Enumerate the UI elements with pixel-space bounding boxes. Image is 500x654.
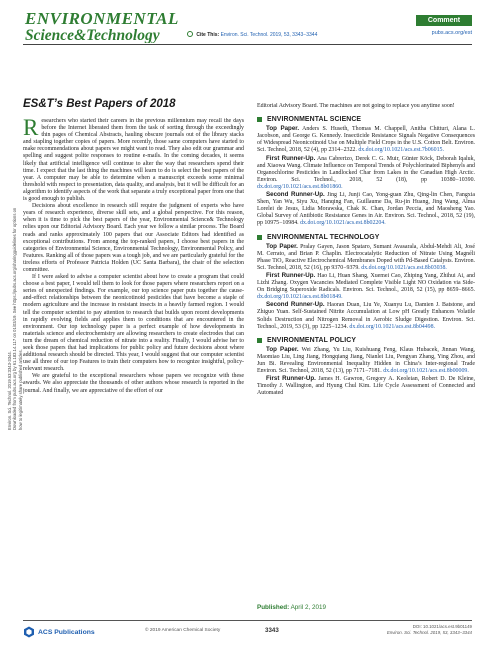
drop-cap: R (23, 118, 39, 140)
award-label: Second Runner-Up. (266, 191, 325, 199)
journal-logo-graphic (23, 9, 203, 43)
section-heading-technology (257, 234, 475, 241)
left-column (23, 118, 244, 613)
footer-journal-ref: Environ. Sci. Technol. 2019, 53, 3343−3344 (386, 629, 472, 635)
award-label: Top Paper. (266, 345, 299, 353)
paragraph-1-text: esearchers who started their careers in the previous millennium may recall the days before the Internet liberated them from the task of sorting through the exceedingly thin pages of Chemical Abstracts, hauling obscure journals out of the library stacks and stapling together copies of papers. More recently, those same computers have started to make recommendations about papers we might want to read. They also edit our grammar and spelling and suggest polite responses to routine e-mails. In the coming decades, it seems likely that artificial intelligence will continue to alter the way that researchers spend their time. I expect that the last thing the machines will learn to do is select the best papers of the year. A computer may be able to determine when a manuscript exceeds some minimal threshold with respect to presentation, data quality, and analysis, but it will be difficult for an algorithm to identify aspects of the work that separate a truly exceptional paper from one that is good enough to publish. (23, 118, 244, 203)
section-heading-policy (257, 337, 475, 344)
award-entry (257, 375, 475, 397)
award-citation: Hao Li, Huan Shang, Xuemei Cao, Zhiping Yang, Zhihui Ai, and Lizhi Zhang. Oxygen Vacancies Mediated Complete Visible Light NO Oxidation via Side-On Bridging Superoxide Radicals. Environ. Sci. Technol., 2018, 52 (15), pp 8659−8665. (257, 272, 475, 294)
footer-doi (387, 624, 472, 635)
download-note: Downloaded from pubs.acs.org by 61.183.14.117 on 01/03/19. See https://pubs.acs.org/sharingguidelines for options on how to legitimately share published articles. (12, 207, 23, 430)
award-entry (257, 272, 475, 301)
paragraph-3: If I were asked to advise a computer scientist about how to create a program that could choose a best paper, I would tell them to look for those papers where researchers report on a series of unexpected findings. For example, our top science paper puts together the cause-and-effect relationships between the neonicotinoid pesticides that have become a staple of modern agriculture and the increase in resistant insects in a heavily farmed region. I would tell the computer scientist to pay attention to research that builds upon recent developments in rapidly evolving fields and applies them to conditions that are encountered in the environment. Our top technology paper is a perfect example of how developments in materials science and electrochemistry are allowing researchers to create electrodes that can turn the dream of chemical reduction of nitrate into a reality. Finally, I would advise her to seek those papers that had implications for public policy and future decisions about where additional research should be directed. This year, I would suggest that our computer scientist use all three of our top Features to train their computers how to recognize insightful, policy-relevant research. (23, 274, 244, 373)
page-number: 3343 (265, 627, 279, 634)
paragraph-2: Decisions about excellence in research still require the judgment of experts who have years of research experience, diverse skill sets, and a global perspective. For this reason, when it is time to pick the best papers of the year, Environmental Science& Technology relies upon our Editorial Advisory Board. Each year we follow a similar process. The Board reads and ranks approximately 100 papers that our Associate Editors had identified as exceptional contributions. From among the top-ranked papers, I choose best papers in the categories of Environmental Science, Environmental Technology, Environmental Policy, and Features. Ranking all of those papers was a tough job, and we are particularly grateful for the tireless efforts of Professor Patricia Holden (UC Santa Barbara), the chair of the selection committee. (23, 203, 244, 273)
article-title: ES&T’s Best Papers of 2018 (23, 98, 176, 110)
award-citation: Ana Cabrerizo, Derek C. G. Muir, Günter Köck, Deborah Iqaluk, and Xiaowa Wang. Climate Influence on Temporal Trends of Polychlorinated Biphenyls and Organochlorine Pesticides in Landlocked Char from Lakes in the Canadian High Arctic. Environ. Sci. Technol., 2018, 52 (18), pp 10380−10390. (257, 155, 475, 183)
award-entry (257, 191, 475, 227)
journal-logo (23, 9, 203, 43)
award-citation: Wei Zhang, Yu Liu, Kuishuang Feng, Klaus Hubacek, Jinnan Wang, Maomiao Liu, Ling Jiang, Hongqiang Jiang, Nianlei Liu, Pengyan Zhang, Ying Zhou, and Jun Bi. Revealing Environmental Inequality Hidden in China’s Inter-regional Trade Environ. Sci. Technol, 2018, 52 (13), pp 7171−7181. (257, 346, 475, 375)
section-bullet-icon (257, 338, 262, 343)
award-label: Top Paper. (266, 242, 298, 250)
publisher-name: ACS Publications (38, 628, 95, 636)
journal-url-link[interactable]: pubs.acs.org/est (431, 30, 472, 36)
award-label: First Runner-Up. (266, 154, 316, 162)
award-entry (257, 125, 475, 154)
doi-link[interactable]: dx.doi.org/10.1021/acs.est.8b03038. (361, 264, 447, 271)
section-title: ENVIRONMENTAL TECHNOLOGY (267, 233, 380, 241)
doi-link[interactable]: dx.doi.org/10.1021/acs.est.8b01860. (257, 183, 343, 190)
side-ref: Environ. Sci. Technol. 2019.53:3343-3344. (7, 351, 12, 430)
award-citation: Pralay Gayen, Jason Spataro, Sumant Avasarala, Abdul-Mehdi Ali, José M. Cerrato, and Brian P. Chaplin. Electrocatalytic Reduction of Nitrate Using Magnéli Phase TiO₂ Reactive Electrochemical Membranes Doped with Pd-Based Catalysts. Environ. Sci. Technol, 2018, 52 (16), pp 9370−9379. (257, 243, 475, 271)
cite-this[interactable] (187, 31, 317, 38)
svg-text:ENVIRONMENTAL: ENVIRONMENTAL (25, 9, 179, 28)
award-entry (257, 346, 475, 375)
section-title: ENVIRONMENTAL SCIENCE (267, 116, 362, 124)
doi-link[interactable]: dx.doi.org/10.1021/acs.est.8b04498. (349, 323, 436, 330)
paragraph-4: We are grateful to the exceptional researchers whose papers we recognize with these awards. We also appreciate the thousands of other authors whose research is reported in the journal. And finally, we are appreciative of the effort of our (23, 373, 244, 394)
award-citation: Jing Li, Junji Cao, Yong-guan Zhu, Qing-lin Chen, Fangxia Shen, Yan Wu, Siyu Xu, Hanqing Fan, Guillaume Da, Ru-jin Huang, Jing Wang, Alma Lorelei de Jesus, Lidia Morawska, Chak K. Chan, Jordan Peccia, and Maosheng Yao. Global Survey of Antibiotic Resistance Genes in Air. Environ. Sci. Technol., 2018, 52 (19), pp 10975−10984. (257, 192, 475, 227)
award-label: First Runner-Up. (266, 271, 316, 279)
article-type-badge: Comment (416, 15, 472, 26)
footer-divider (23, 620, 472, 621)
doi-link[interactable]: dx.doi.org/10.1021/acs.est.8b00009. (383, 368, 469, 375)
section-bullet-icon (257, 117, 262, 122)
doi-link[interactable]: dx.doi.org/10.1021/acs.est.7b06015. (358, 147, 444, 154)
publisher-logo (23, 626, 95, 638)
award-entry (257, 155, 475, 191)
award-citation: Haoran Duan, Liu Ye, Xuanyu Lu, Damien J. Batstone, and Zhiguo Yuan. Self-Sustained Nitrite Accumulation at Low pH Greatly Enhances Volatile Solids Destruction and Nitrogen Removal in Aerobic Sludge Digestion. Environ. Sci. Technol., 2019, 53 (3), pp 1225−1234. (257, 302, 475, 330)
section-title: ENVIRONMENTAL POLICY (267, 336, 357, 344)
copyright-notice: © 2019 American Chemical Society (145, 628, 221, 633)
right-column (257, 103, 475, 571)
acs-hexagon-icon (23, 626, 35, 638)
download-sidebar-note (7, 200, 23, 430)
published-value: April 2, 2019 (290, 604, 326, 611)
award-label: First Runner-Up. (266, 375, 316, 383)
doi-link[interactable]: dx.doi.org/10.1021/acs.est.8b01849. (257, 294, 343, 301)
svg-text:Science&Technology: Science&Technology (25, 27, 160, 43)
published-label: Published: (257, 604, 290, 611)
award-label: Second Runner-Up. (266, 301, 325, 309)
section-heading-science (257, 116, 475, 123)
doi-link[interactable]: dx.doi.org/10.1021/acs.est.8b02204. (300, 220, 386, 227)
footer-doi-line[interactable]: DOI: 10.1021/acs.est.9b01149 (412, 624, 472, 629)
award-entry (257, 243, 475, 272)
award-citation: Anders S. Huseth, Thomas M. Chappell, Anitha Chitturi, Alana L. Jacobson, and George G. Kennedy. Insecticide Resistance Signals Negative Consequences of Widespread Neonicotinoid Use on Multiple Field Crops in the U.S. Cotton Belt. Environ. Sci. Technol, 2018, 52 (4), pp 2314−2322. (257, 126, 475, 154)
cite-label: Cite This: (196, 32, 220, 38)
section-bullet-icon (257, 235, 262, 240)
right-intro: Editorial Advisory Board. The machines are not going to replace you anytime soon! (257, 103, 455, 109)
award-citation: James H. Gawron, Gregory A. Keoleian, Robert D. De Kleine, Timothy J. Wallington, and Hyung Chul Kim. Life Cycle Assessment of Connected and Automated (257, 376, 475, 397)
cite-reference[interactable]: Environ. Sci. Technol. 2019, 53, 3343−3344 (220, 32, 318, 38)
award-label: Top Paper. (266, 125, 300, 133)
header-divider (23, 44, 472, 45)
award-entry (257, 301, 475, 330)
published-date (257, 604, 326, 611)
cite-icon (187, 31, 193, 37)
paragraph-1 (23, 118, 244, 203)
